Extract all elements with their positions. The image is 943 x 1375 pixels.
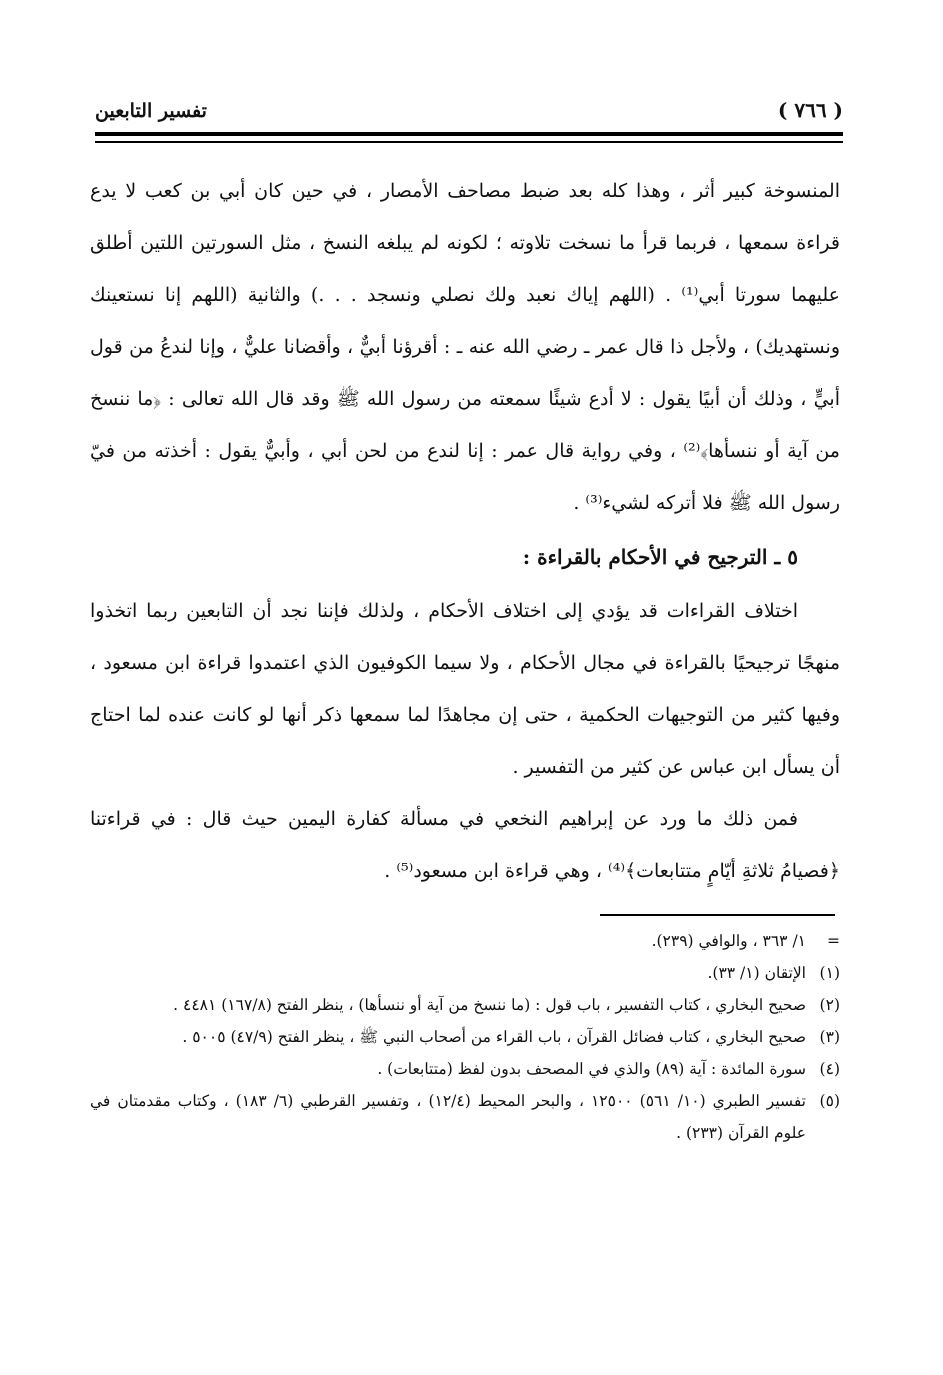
section-heading: ٥ ـ الترجيح في الأحكام بالقراءة :	[522, 545, 798, 569]
footnote-text: ١/ ٣٦٣ ، والوافي (٢٣٩).	[651, 932, 806, 950]
footnote-text: صحيح البخاري ، كتاب التفسير ، باب قول : (ما ننسخ من آية أو ننسأها) ، ينظر الفتح (١٦٧/٨) ٤٤٨١ .	[173, 996, 806, 1014]
footnote-text: تفسير الطبري (١٠/ ٥٦١) ١٢٥٠٠ ، والبحر المحيط (١٢/٤) ، وتفسير القرطبي (٦/ ١٨٣) ، وكتاب مقدمتان في علوم القرآن (٢٣٣) .	[90, 1092, 807, 1142]
paragraph-2: اختلاف القراءات قد يؤدي إلى اختلاف الأحكام ، ولذلك فإننا نجد أن التابعين ربما اتخذوا منهجًا ترجيحيًا بالقراءة في مجال الأحكام ، ولا سيما الكوفيون الذي اعتمدوا قراءة ابن مسعود ، وفيها كثير من التوجيهات الحكمية ، حتى إن مجاهدًا لما سمعها ذكر أنها لو كانت عنده لما احتاج أن يسأل ابن عباس عن كثير من التفسير .	[90, 600, 840, 778]
main-text	[90, 165, 840, 897]
footnote-item	[90, 1053, 840, 1085]
footnote-number: (٤)	[819, 1060, 840, 1078]
footnote-number: =	[827, 932, 840, 950]
footnote-text: صحيح البخاري ، كتاب فضائل القرآن ، باب القراء من أصحاب النبي ﷺ ، ينظر الفتح (٤٧/٩) ٥٠٠٥ .	[182, 1028, 806, 1046]
footnotes	[90, 925, 840, 1149]
paragraph-1: المنسوخة كبير أثر ، وهذا كله بعد ضبط مصاحف الأمصار ، في حين كان أبي بن كعب لا يدع قراءة سمعها ، فربما قرأ ما نسخت تلاوته ؛ لكونه لم يبلغه النسخ ، مثل السورتين اللتين أطلق عليهما سورتا أبي⁽¹⁾ . (اللهم إياك نعبد ولك نصلي ونسجد . . .) والثانية (اللهم إنا نستعينك ونستهديك) ، ولأجل ذا قال عمر ـ رضي الله عنه ـ : أقرؤنا أبيٌّ ، وأقضانا عليٌّ ، وإنا لندعُ من قول أبيٍّ ، وذلك أن أبيًا يقول : لا أدع شيئًا سمعته من رسول الله ﷺ وقد قال الله تعالى : ﴿ما ننسخ من آية أو ننسأها﴾⁽²⁾ ، وفي رواية قال عمر : إنا لندع من لحن أبي ، وأبيٌّ يقول : أخذته من فيّ رسول الله ﷺ فلا أتركه لشيء⁽³⁾ .	[90, 180, 841, 514]
footnote-item	[90, 1021, 840, 1053]
footnote-item	[90, 925, 840, 957]
page-header	[95, 92, 843, 128]
footnote-number: (٣)	[819, 1028, 840, 1046]
footnote-number: (١)	[819, 964, 840, 982]
footnote-text: الإتقان (١/ ٣٣).	[707, 964, 806, 982]
footnote-item	[90, 989, 840, 1021]
footnote-text: سورة المائدة : آية (٨٩) والذي في المصحف بدون لفظ (متتابعات) .	[377, 1060, 806, 1078]
footnote-separator	[600, 914, 835, 916]
header-rule-thin	[95, 141, 843, 143]
footnote-item	[90, 957, 840, 989]
page-number: ( ٧٦٦ )	[777, 98, 843, 122]
footnote-number: (٢)	[819, 996, 840, 1014]
footnote-item	[90, 1085, 840, 1149]
header-rule-thick	[95, 132, 843, 136]
running-title: تفسير التابعين	[95, 100, 207, 122]
paragraph-3: فمن ذلك ما ورد عن إبراهيم النخعي في مسألة كفارة اليمين حيث قال : في قراءتنا ﴿فصيامُ ثلاثةِ أيّامٍ متتابعات﴾⁽⁴⁾ ، وهي قراءة ابن مسعود⁽⁵⁾ .	[90, 808, 840, 882]
footnote-number: (٥)	[819, 1092, 840, 1110]
